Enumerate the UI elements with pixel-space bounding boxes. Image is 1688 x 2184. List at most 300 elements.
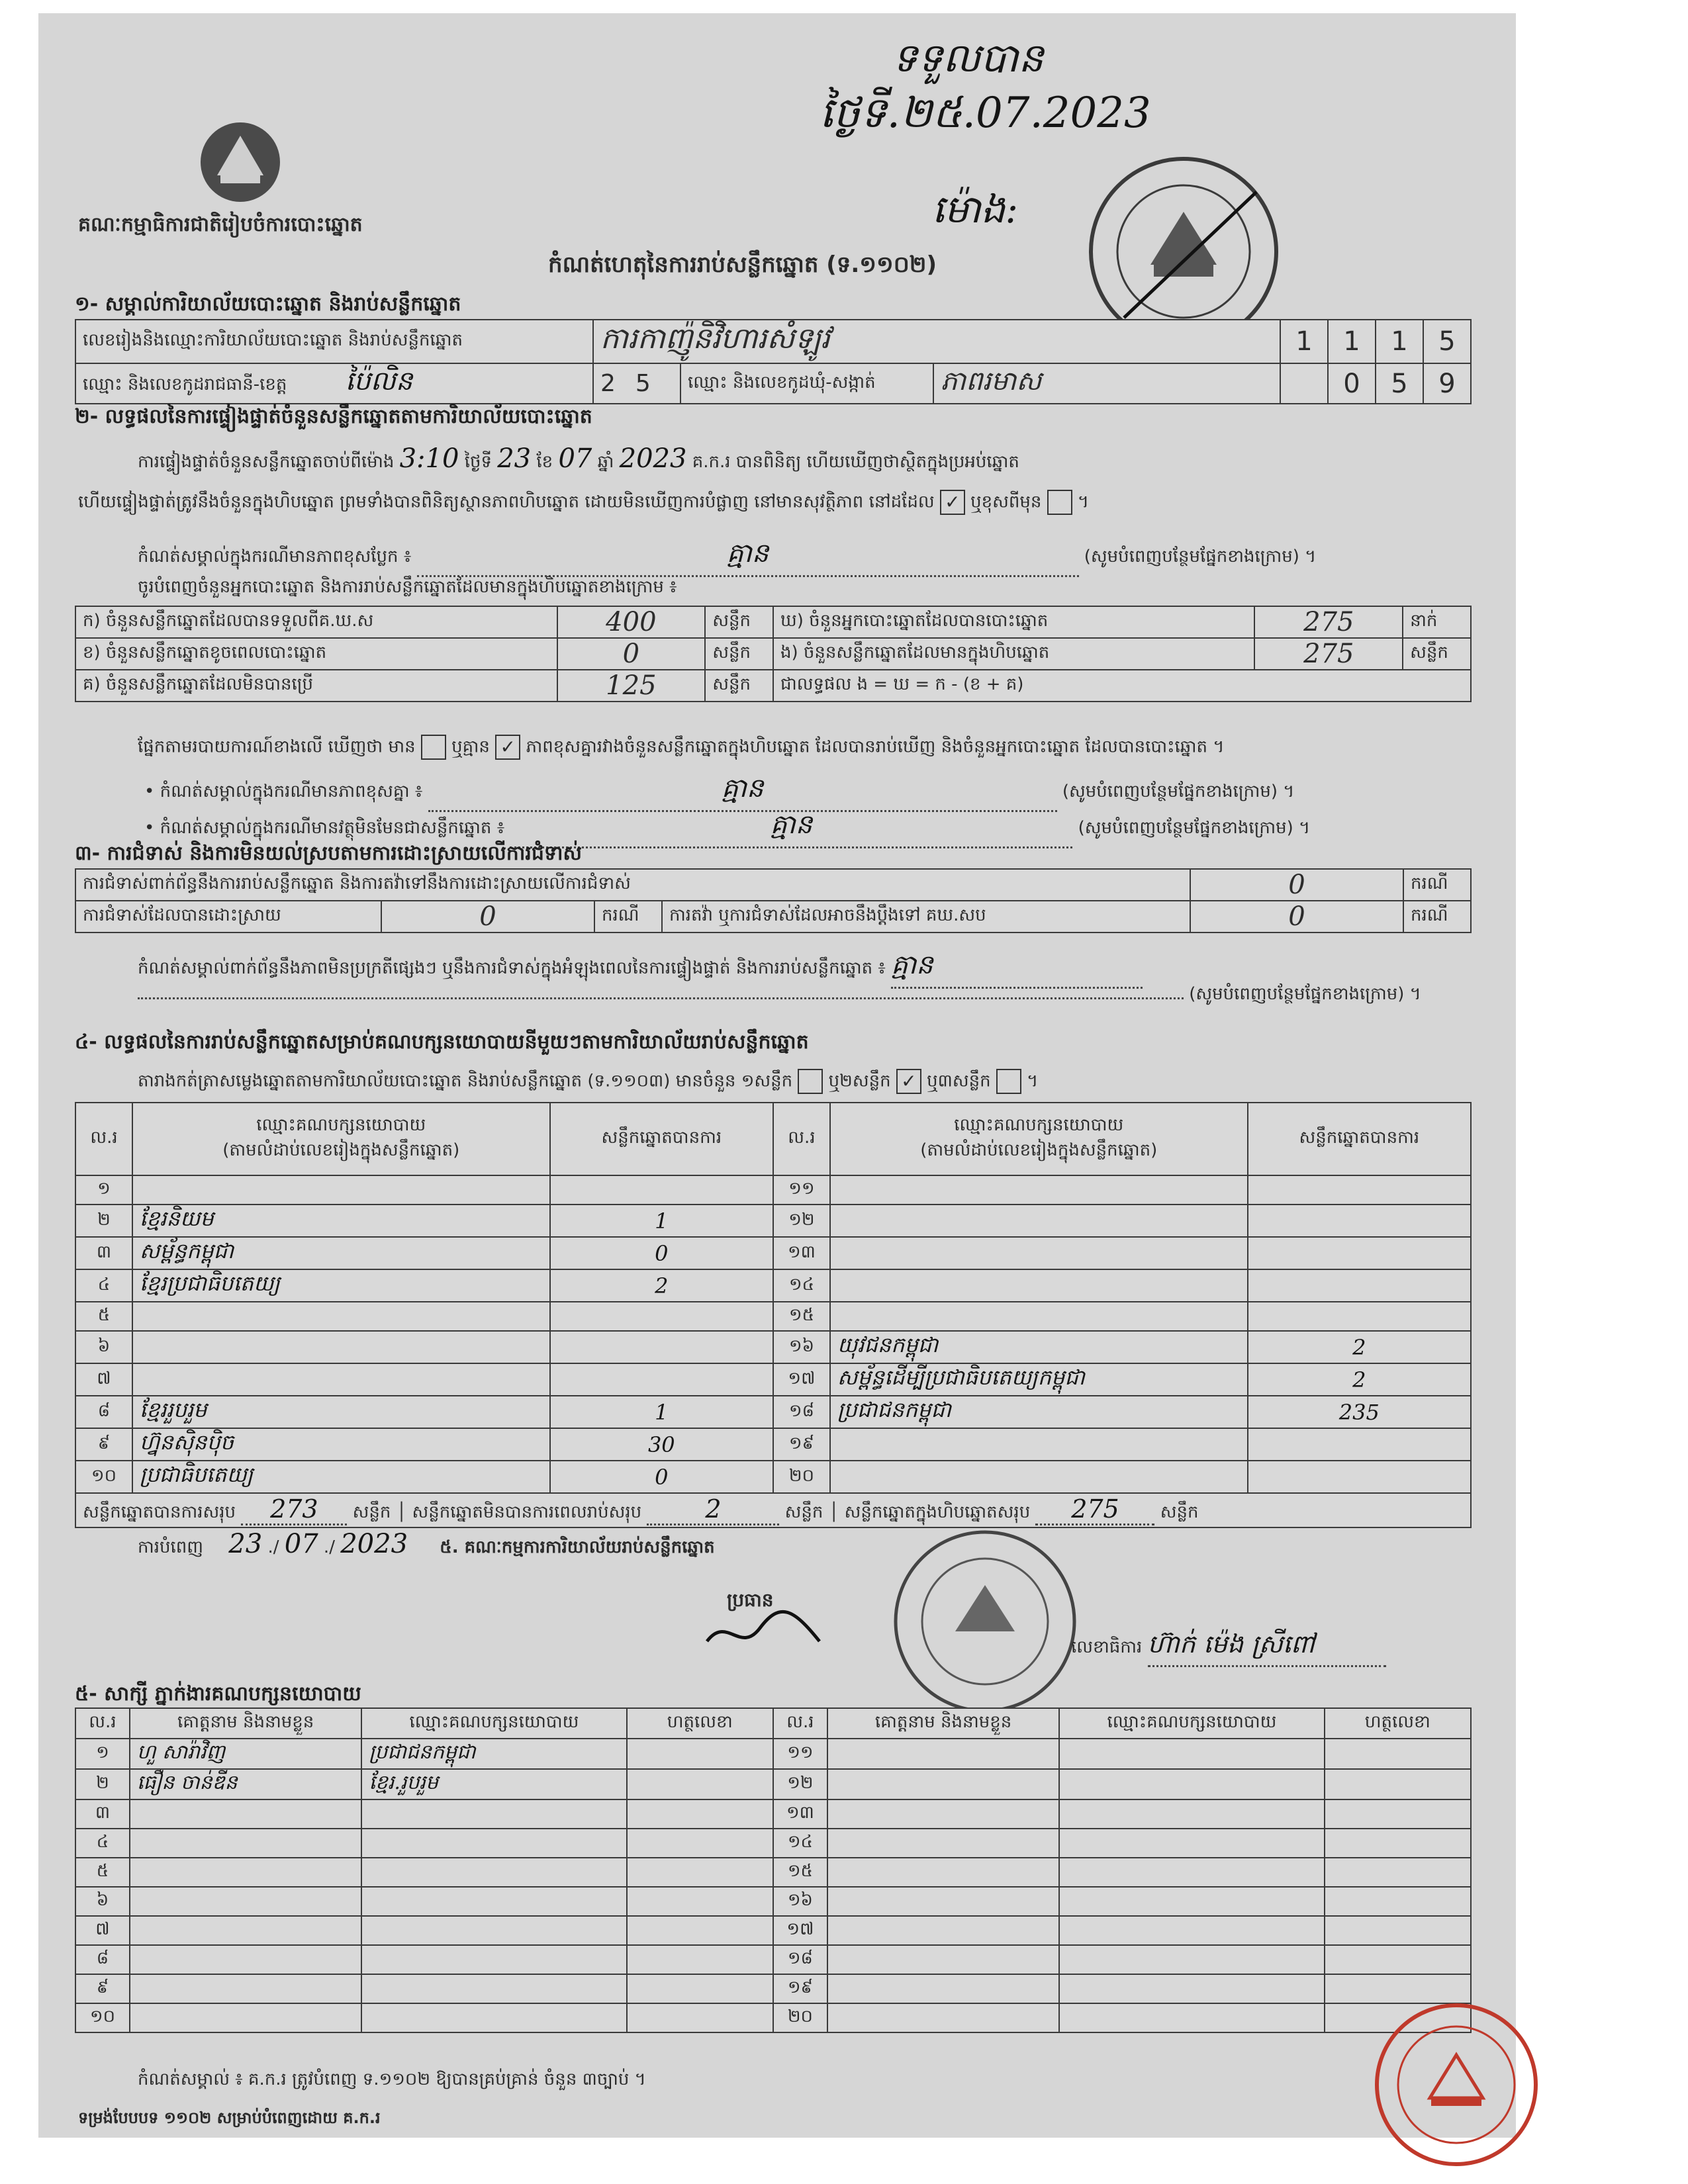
- verify-month: 07: [558, 443, 592, 474]
- witness-no-left: ១: [75, 1739, 130, 1769]
- witness-no-left: ៧: [75, 1916, 130, 1945]
- party-name-right: សម្ព័ន្ធដើម្បីប្រជាធិបតេយ្យកម្ពុជា: [830, 1363, 1248, 1396]
- box-status-diff: ឬខុសពីមុន: [970, 492, 1042, 512]
- witness-name-right: [827, 1974, 1059, 2003]
- witness-no-right: ១៦: [773, 1887, 827, 1916]
- party-votes-right: [1248, 1461, 1471, 1493]
- party-no-left: ៤: [75, 1269, 132, 1302]
- section2-note-value: គ្មាន: [417, 536, 1079, 577]
- col-votes-right: សន្លឹកឆ្នោតបានការ: [1248, 1103, 1471, 1175]
- non-ballot-note-suffix: (សូមបំពេញបន្ថែមផ្នែកខាងក្រោម) ។: [1078, 818, 1311, 838]
- section3-note-label: កំណត់សម្គាល់ពាក់ព័ន្ធនឹងភាពមិនប្រក្រតីផ្សេងៗ ឬនឹងការជំទាស់ក្នុងអំឡុងពេលនៃការផ្ទៀងផ្ទាត់ និងការរាប់សន្លឹកឆ្នោត ៖: [138, 958, 886, 978]
- verify-year-label: ឆ្នាំ: [597, 452, 614, 472]
- witness-row: [75, 1829, 1471, 1858]
- verify-year: 2023: [619, 443, 687, 474]
- witness-sig-right: [1325, 1887, 1471, 1916]
- secretary-label: លេខាធិការ: [1071, 1637, 1143, 1657]
- party-name-right: [830, 1237, 1248, 1269]
- witness-no-right: ១២: [773, 1769, 827, 1799]
- party-name-right: [830, 1175, 1248, 1205]
- sheets-3-label: ឬ៣សន្លឹក: [927, 1071, 991, 1091]
- witness-name-right: [827, 1769, 1059, 1799]
- party-row: [75, 1363, 1471, 1396]
- witness-name-right: [827, 1916, 1059, 1945]
- witness-party-left: [361, 1916, 626, 1945]
- witness-sig-right: [1325, 1739, 1471, 1769]
- scanned-form-page: [38, 13, 1516, 2138]
- party-no-right: ១១: [773, 1175, 830, 1205]
- w-col-no-left: ល.រ: [75, 1708, 130, 1739]
- party-name-right: [830, 1461, 1248, 1493]
- section1-heading: ១- សម្គាល់ការិយាល័យបោះឆ្នោត និងរាប់សន្លឹកឆ្នោត: [75, 293, 461, 316]
- party-name-right: ប្រជាជនកម្ពុជា: [830, 1396, 1248, 1428]
- witness-name-right: [827, 1829, 1059, 1858]
- party-name-left: ខ្មែរនិយម: [132, 1205, 550, 1237]
- section5-heading: ៥- សាក្សី ភ្នាក់ងារគណបក្សនយោបាយ: [75, 1682, 361, 1706]
- party-results-table: [75, 1102, 1472, 1528]
- station-label: លេខរៀងនិងឈ្មោះការិយាល័យបោះឆ្នោត និងរាប់សន្លឹកឆ្នោត: [75, 320, 593, 363]
- witness-name-left: [130, 2003, 361, 2032]
- secretary-line: [1071, 1628, 1386, 1667]
- party-row: [75, 1269, 1471, 1302]
- compare-line: [138, 735, 1224, 761]
- compare-text: ផ្នែកតាមរបាយការណ៍ខាងលើ ឃើញថា មាន: [138, 737, 416, 757]
- party-no-right: ១៨: [773, 1396, 830, 1428]
- receipt-time: ម៉ោង:: [932, 187, 1018, 232]
- commune-label: ឈ្មោះ និងលេខកូដឃុំ-សង្កាត់: [680, 363, 933, 404]
- compare-yes-checkbox[interactable]: [421, 735, 446, 760]
- witness-no-left: ៩: [75, 1974, 130, 2003]
- witness-table: [75, 1707, 1472, 2033]
- station-code-2: 1: [1328, 320, 1376, 363]
- section2-intro2: ចូរបំពេញចំនួនអ្នកបោះឆ្នោត និងការរាប់សន្លឹកឆ្នោតដែលមានក្នុងហិបឆ្នោតខាងក្រោម ៖: [138, 577, 677, 597]
- witness-party-right: [1059, 1916, 1324, 1945]
- witness-party-right: [1059, 1799, 1324, 1829]
- party-no-left: ៣: [75, 1237, 132, 1269]
- complaint-2-unit: ករណី: [594, 901, 662, 933]
- witness-name-left: [130, 1974, 361, 2003]
- province-code-2: 5: [635, 370, 671, 397]
- party-votes-left: 0: [550, 1461, 773, 1493]
- count-e-unit: សន្លឹក: [1403, 638, 1471, 670]
- party-votes-right: [1248, 1175, 1471, 1205]
- col-party-right: [830, 1103, 1248, 1175]
- party-name-left: ប្រជាធិបតេយ្យ: [132, 1461, 550, 1493]
- party-votes-left: 1: [550, 1396, 773, 1428]
- sheets-2-checkbox[interactable]: ✓: [896, 1069, 921, 1094]
- witness-name-right: [827, 1887, 1059, 1916]
- station-code-4: 5: [1423, 320, 1471, 363]
- count-a-label: ក) ចំនួនសន្លឹកឆ្នោតដែលបានទទួលពីគ.ឃ.ស: [75, 606, 557, 638]
- party-name-left: ហ្វ៊ុនស៊ិនប៉ិច: [132, 1428, 550, 1461]
- witness-no-right: ១១: [773, 1739, 827, 1769]
- verify-day: 23: [497, 443, 532, 474]
- witness-sig-left: [627, 1799, 773, 1829]
- party-votes-right: [1248, 1269, 1471, 1302]
- col-no-left: ល.រ: [75, 1103, 132, 1175]
- total-invalid-unit: សន្លឹក: [784, 1502, 823, 1522]
- commune-name: ភាពរមាស: [933, 363, 1280, 404]
- witness-name-right: [827, 1739, 1059, 1769]
- witness-party-left: [361, 1945, 626, 1974]
- form-title: កំណត់ហេតុនៃការរាប់សន្លឹកឆ្នោត (ទ.១១០២): [548, 251, 937, 278]
- sheets-1-checkbox[interactable]: [798, 1069, 823, 1094]
- witness-party-right: [1059, 1769, 1324, 1799]
- province-code-1: 2: [600, 370, 635, 397]
- party-votes-left: [550, 1331, 773, 1363]
- commune-code-3: 9: [1423, 363, 1471, 404]
- witness-party-right: [1059, 1887, 1324, 1916]
- party-no-right: ១៧: [773, 1363, 830, 1396]
- col-party-right-sub: (តាមលំដាប់លេខរៀងក្នុងសន្លឹកឆ្នោត): [920, 1140, 1158, 1160]
- section3-heading: ៣- ការជំទាស់ និងការមិនយល់ស្របតាមការដោះស្រាយលើការជំទាស់: [75, 842, 583, 865]
- footnote: កំណត់សម្គាល់ ៖ គ.ក.រ ត្រូវបំពេញ ទ.១១០២ ឱ្យបានគ្រប់គ្រាន់ ចំនួន ៣ច្បាប់ ។: [138, 2070, 646, 2089]
- station-name: ការកាញ៉ូនិវិហារសំឡូវ: [593, 320, 1280, 363]
- witness-no-right: ១៣: [773, 1799, 827, 1829]
- verify-day-label: ថ្ងៃទី: [464, 452, 492, 472]
- complaint-3-value: 0: [1190, 901, 1403, 933]
- witness-no-right: ១៥: [773, 1858, 827, 1887]
- col-no-right: ល.រ: [773, 1103, 830, 1175]
- party-row: [75, 1461, 1471, 1493]
- party-no-right: ១២: [773, 1205, 830, 1237]
- witness-no-right: ២០: [773, 2003, 827, 2032]
- witness-party-right: [1059, 1945, 1324, 1974]
- party-votes-left: 1: [550, 1205, 773, 1237]
- col-party-left: [132, 1103, 550, 1175]
- party-rows: [75, 1175, 1471, 1493]
- col-votes-left: សន្លឹកឆ្នោតបានការ: [550, 1103, 773, 1175]
- party-name-left: ខ្មែររួបរួម: [132, 1396, 550, 1428]
- party-votes-left: 30: [550, 1428, 773, 1461]
- completion-year: 2023: [340, 1529, 408, 1559]
- count-d-label: ឃ) ចំនួនអ្នកបោះឆ្នោតដែលបានបោះឆ្នោត: [773, 606, 1255, 638]
- count-c-unit: សន្លឹក: [705, 670, 773, 702]
- witness-party-left: [361, 1858, 626, 1887]
- complaint-3-unit: ករណី: [1403, 901, 1471, 933]
- section2-note-line: [138, 536, 1316, 577]
- verify-suffix: គ.ក.រ បានពិនិត្យ ហើយឃើញថាស្ថិតក្នុងប្រអប់ឆ្នោត: [692, 452, 1019, 472]
- witness-party-right: [1059, 1858, 1324, 1887]
- witness-name-left: [130, 1916, 361, 1945]
- witness-party-right: [1059, 2003, 1324, 2032]
- completion-day: 23: [228, 1529, 263, 1559]
- party-name-right: យុវជនកម្ពុជា: [830, 1331, 1248, 1363]
- witness-party-left: [361, 1887, 626, 1916]
- witness-sig-left: [627, 1974, 773, 2003]
- witness-no-left: ៦: [75, 1887, 130, 1916]
- totals-row: សន្លឹកឆ្នោតបានការសរុប 273 សន្លឹក │ សន្លឹកឆ្នោតមិនបានការពេលរាប់សរុប 2 សន្លឹក │ សន្លឹកឆ្នោតក្នុងហិបឆ្នោតសរុប 275 សន្លឹក: [75, 1493, 1471, 1527]
- chair-signature-icon: [700, 1602, 833, 1668]
- party-row: [75, 1237, 1471, 1269]
- party-no-left: ១០: [75, 1461, 132, 1493]
- witness-row: [75, 2003, 1471, 2032]
- witness-no-right: ១៤: [773, 1829, 827, 1858]
- complaint-2-value: 0: [381, 901, 594, 933]
- witness-name-right: [827, 1858, 1059, 1887]
- witness-row: [75, 1974, 1471, 2003]
- complaints-table: [75, 868, 1472, 933]
- secretary-name: ហ៊ាក់ ម៉េង ស្រីពៅ: [1148, 1628, 1386, 1667]
- non-ballot-note-label: • កំណត់សម្គាល់ក្នុងករណីមានវត្ថុមិនមែនជាសន្លឹកឆ្នោត ៖: [144, 818, 505, 838]
- province-code: [593, 363, 680, 404]
- witness-sig-left: [627, 1769, 773, 1799]
- party-votes-right: 2: [1248, 1331, 1471, 1363]
- total-box-value: 275: [1035, 1494, 1154, 1525]
- witness-row: [75, 1887, 1471, 1916]
- party-name-left: សម្ព័ន្ធកម្ពុជា: [132, 1237, 550, 1269]
- w-col-party-right: ឈ្មោះគណបក្សនយោបាយ: [1059, 1708, 1324, 1739]
- party-votes-right: [1248, 1428, 1471, 1461]
- witness-no-left: ៣: [75, 1799, 130, 1829]
- box-status-same-checkbox[interactable]: ✓: [940, 490, 965, 515]
- count-formula: ជាលទ្ធផល ង = ឃ = ក - (ខ + គ): [773, 670, 1471, 702]
- witness-party-right: [1059, 1974, 1324, 2003]
- complaint-1-label: ការជំទាស់ពាក់ព័ន្ធនឹងការរាប់សន្លឹកឆ្នោត និងការតវ៉ាទៅនឹងការដោះស្រាយលើការជំទាស់: [75, 869, 1190, 901]
- committee-title: ៥. គណៈកម្មការការិយាល័យរាប់សន្លឹកឆ្នោត: [440, 1537, 715, 1557]
- witness-row: [75, 1858, 1471, 1887]
- witness-sig-right: [1325, 1769, 1471, 1799]
- col-party-left-sub: (តាមលំដាប់លេខរៀងក្នុងសន្លឹកឆ្នោត): [222, 1140, 460, 1160]
- col-party-left-title: ឈ្មោះគណបក្សនយោបាយ: [256, 1115, 426, 1135]
- count-e-label: ង) ចំនួនសន្លឹកឆ្នោតដែលមានក្នុងហិបឆ្នោត: [773, 638, 1255, 670]
- party-votes-right: [1248, 1302, 1471, 1331]
- section4-intro: តារាងកត់ត្រាសម្លេងឆ្នោតតាមការិយាល័យបោះឆ្នោត និងរាប់សន្លឹកឆ្នោត (ទ.១១០៣) មានចំនួន ១សន្លឹក: [138, 1071, 793, 1091]
- form-footer: ទម្រង់បែបបទ ១១០២ សម្រាប់បំពេញដោយ គ.ក.រ: [78, 2109, 381, 2127]
- w-col-sig-left: ហត្ថលេខា: [627, 1708, 773, 1739]
- count-c-label: គ) ចំនួនសន្លឹកឆ្នោតដែលមិនបានប្រើ: [75, 670, 557, 702]
- party-votes-left: [550, 1175, 773, 1205]
- party-name-right: [830, 1428, 1248, 1461]
- party-votes-left: [550, 1302, 773, 1331]
- witness-party-right: [1059, 1739, 1324, 1769]
- party-votes-left: 2: [550, 1269, 773, 1302]
- witness-sig-right: [1325, 1829, 1471, 1858]
- w-col-name-right: គោត្តនាម និងនាមខ្លួន: [827, 1708, 1059, 1739]
- party-row: [75, 1175, 1471, 1205]
- verify-time: 3:10: [399, 443, 459, 474]
- party-votes-left: 0: [550, 1237, 773, 1269]
- witness-no-left: ៤: [75, 1829, 130, 1858]
- chair-label: ប្រធាន: [727, 1589, 774, 1611]
- section4-intro-line: តារាងកត់ត្រាសម្លេងឆ្នោតតាមការិយាល័យបោះឆ្នោត និងរាប់សន្លឹកឆ្នោត (ទ.១១០៣) មានចំនួន ១សន្លឹក ឬ២សន្លឹក ✓ ឬ៣សន្លឹក ។: [138, 1069, 1038, 1095]
- station-code-3: 1: [1376, 320, 1423, 363]
- difference-note-label: • កំណត់សម្គាល់ក្នុងករណីមានភាពខុសគ្នា ៖: [144, 782, 423, 801]
- sheets-2-label: ឬ២សន្លឹក: [828, 1071, 891, 1091]
- witness-sig-right: [1325, 1916, 1471, 1945]
- difference-note-line: [144, 771, 1294, 812]
- party-votes-right: [1248, 1205, 1471, 1237]
- w-col-sig-right: ហត្ថលេខា: [1325, 1708, 1471, 1739]
- witness-no-right: ១៧: [773, 1916, 827, 1945]
- non-ballot-note-value: គ្មាន: [510, 807, 1072, 848]
- party-no-right: ២០: [773, 1461, 830, 1493]
- witness-sig-right: [1325, 1799, 1471, 1829]
- station-info-table: [75, 319, 1472, 404]
- witness-name-right: [827, 1945, 1059, 1974]
- compare-no-text: ឬគ្មាន: [451, 737, 490, 757]
- witness-no-left: ៨: [75, 1945, 130, 1974]
- count-e-value: 275: [1254, 638, 1403, 670]
- witness-no-right: ១៨: [773, 1945, 827, 1974]
- count-a-unit: សន្លឹក: [705, 606, 773, 638]
- sheets-3-checkbox[interactable]: [996, 1069, 1021, 1094]
- party-no-left: ២: [75, 1205, 132, 1237]
- party-no-right: ១៤: [773, 1269, 830, 1302]
- section2-note-label: កំណត់សម្គាល់ក្នុងករណីមានភាពខុសប្លែក ៖: [138, 547, 412, 567]
- completion-month: 07: [284, 1529, 318, 1559]
- witness-party-left: [361, 2003, 626, 2032]
- witness-sig-right: [1325, 1945, 1471, 1974]
- party-name-right: [830, 1269, 1248, 1302]
- section3-note-suffix: (សូមបំពេញបន្ថែមផ្នែកខាងក្រោម) ។: [1189, 984, 1421, 1004]
- total-box-label: សន្លឹកឆ្នោតក្នុងហិបឆ្នោតសរុប: [844, 1502, 1031, 1522]
- count-b-unit: សន្លឹក: [705, 638, 773, 670]
- official-stamp-bottom: [886, 1522, 1084, 1721]
- red-stamp: [1370, 1999, 1542, 2171]
- difference-note-suffix: (សូមបំពេញបន្ថែមផ្នែកខាងក្រោម) ។: [1062, 782, 1295, 801]
- party-no-left: ៩: [75, 1428, 132, 1461]
- w-col-party-left: ឈ្មោះគណបក្សនយោបាយ: [361, 1708, 626, 1739]
- witness-name-left: [130, 1799, 361, 1829]
- col-party-right-title: ឈ្មោះគណបក្សនយោបាយ: [954, 1115, 1124, 1135]
- party-no-left: ១: [75, 1175, 132, 1205]
- witness-sig-left: [627, 1887, 773, 1916]
- witness-sig-left: [627, 1739, 773, 1769]
- completion-date-label: ការបំពេញ: [138, 1537, 204, 1557]
- compare-no-checkbox[interactable]: ✓: [495, 735, 520, 760]
- witness-name-left: ធឿន ចាន់ឌីន: [130, 1769, 361, 1799]
- total-valid-unit: សន្លឹក: [352, 1502, 391, 1522]
- party-votes-right: 2: [1248, 1363, 1471, 1396]
- nec-emblem-icon: [191, 113, 290, 212]
- witness-name-left: ហួ សារ៉ាវិញ: [130, 1739, 361, 1769]
- section2-note-suffix: (សូមបំពេញបន្ថែមផ្នែកខាងក្រោម) ។: [1084, 547, 1317, 567]
- witness-rows: [75, 1739, 1471, 2032]
- w-col-name-left: គោត្តនាម និងនាមខ្លួន: [130, 1708, 361, 1739]
- party-name-left: [132, 1175, 550, 1205]
- witness-row: [75, 1945, 1471, 1974]
- party-votes-right: [1248, 1237, 1471, 1269]
- witness-name-right: [827, 2003, 1059, 2032]
- witness-name-left: [130, 1945, 361, 1974]
- witness-name-left: [130, 1829, 361, 1858]
- section2-box-line: ហើយផ្ទៀងផ្ទាត់ត្រូវនឹងចំនួនក្នុងហិបឆ្នោត ព្រមទាំងបានពិនិត្យស្ថានភាពហិបឆ្នោត ដោយមិនឃើញការបំផ្លាញ នៅមានសុវត្ថិភាព នៅដដែល ✓ ឬខុសពីមុន ។: [78, 490, 1089, 516]
- party-row: [75, 1396, 1471, 1428]
- party-no-left: ៥: [75, 1302, 132, 1331]
- complaint-2-label: ការជំទាស់ដែលបានដោះស្រាយ: [75, 901, 381, 933]
- count-a-value: 400: [557, 606, 706, 638]
- witness-sig-left: [627, 1829, 773, 1858]
- witness-name-right: [827, 1799, 1059, 1829]
- witness-name-left: [130, 1858, 361, 1887]
- count-d-value: 275: [1254, 606, 1403, 638]
- party-row: [75, 1205, 1471, 1237]
- difference-note-value: គ្មាន: [428, 771, 1057, 812]
- box-status-diff-checkbox[interactable]: [1047, 490, 1072, 515]
- party-name-right: [830, 1302, 1248, 1331]
- witness-no-left: ១០: [75, 2003, 130, 2032]
- total-box-unit: សន្លឹក: [1160, 1502, 1199, 1522]
- witness-row: [75, 1769, 1471, 1799]
- complaint-1-value: 0: [1190, 869, 1403, 901]
- verify-prefix: ការផ្ទៀងផ្ទាត់ចំនួនសន្លឹកឆ្នោតចាប់ពីម៉ោង: [138, 452, 395, 472]
- witness-no-right: ១៩: [773, 1974, 827, 2003]
- witness-row: [75, 1916, 1471, 1945]
- compare-tail: ភាពខុសគ្នារវាងចំនួនសន្លឹកឆ្នោតក្នុងហិបឆ្នោត ដែលបានរាប់ឃើញ និងចំនួនអ្នកបោះឆ្នោត ដែលបានបោះឆ្នោត ។: [526, 737, 1225, 757]
- party-row: [75, 1428, 1471, 1461]
- party-row: [75, 1302, 1471, 1331]
- witness-party-left: ខ្មែរ.រួបរួម: [361, 1769, 626, 1799]
- receipt-date: ថ្ងៃទី.២៥.07.2023: [820, 89, 1151, 138]
- box-status-same: នៅដដែល: [868, 492, 935, 512]
- party-no-left: ៨: [75, 1396, 132, 1428]
- party-no-left: ៦: [75, 1331, 132, 1363]
- witness-sig-left: [627, 2003, 773, 2032]
- count-c-value: 125: [557, 670, 706, 702]
- party-no-right: ១៦: [773, 1331, 830, 1363]
- section4-heading: ៤- លទ្ធផលនៃការរាប់សន្លឹកឆ្នោតសម្រាប់គណបក្សនយោបាយនីមួយៗតាមការិយាល័យរាប់សន្លឹកឆ្នោត: [75, 1030, 809, 1054]
- witness-row: [75, 1799, 1471, 1829]
- count-d-unit: នាក់: [1403, 606, 1471, 638]
- commune-code-2: 5: [1376, 363, 1423, 404]
- witness-party-left: [361, 1829, 626, 1858]
- count-b-value: 0: [557, 638, 706, 670]
- section3-note-value: គ្មាន: [891, 948, 1143, 989]
- total-valid-value: 273: [241, 1494, 347, 1525]
- total-invalid-label: សន្លឹកឆ្នោតមិនបានការពេលរាប់សរុប: [412, 1502, 642, 1522]
- org-name: គណៈកម្មាធិការជាតិរៀបចំការបោះឆ្នោត: [78, 213, 363, 236]
- party-name-left: [132, 1363, 550, 1396]
- party-no-left: ៧: [75, 1363, 132, 1396]
- witness-party-left: [361, 1799, 626, 1829]
- party-votes-left: [550, 1363, 773, 1396]
- party-votes-right: 235: [1248, 1396, 1471, 1428]
- witness-sig-right: [1325, 1858, 1471, 1887]
- province-name: ប៉ៃលិន: [345, 366, 413, 396]
- party-name-left: [132, 1331, 550, 1363]
- party-no-right: ១៥: [773, 1302, 830, 1331]
- party-name-right: [830, 1205, 1248, 1237]
- province-label: [75, 363, 593, 404]
- witness-name-left: [130, 1887, 361, 1916]
- commune-code-1: 0: [1328, 363, 1376, 404]
- witness-sig-left: [627, 1916, 773, 1945]
- party-no-right: ១៩: [773, 1428, 830, 1461]
- verify-month-label: ខែ: [536, 452, 553, 472]
- witness-sig-left: [627, 1945, 773, 1974]
- section3-note-continued: [138, 983, 1421, 1008]
- province-label-text: ឈ្មោះ និងលេខកូដរាជធានី-ខេត្ត: [83, 375, 287, 394]
- complaint-3-label: ការតវ៉ា ឬការជំទាស់ដែលអាចនឹងប្ដឹងទៅ គឃ.សប: [662, 901, 1190, 933]
- witness-party-right: [1059, 1829, 1324, 1858]
- complaint-1-unit: ករណី: [1403, 869, 1471, 901]
- witness-no-left: ២: [75, 1769, 130, 1799]
- party-row: [75, 1331, 1471, 1363]
- witness-party-left: ប្រជាជនកម្ពុជា: [361, 1739, 626, 1769]
- section3-note-dotted: [138, 997, 1184, 999]
- total-valid-label: សន្លឹកឆ្នោតបានការសរុប: [83, 1502, 236, 1522]
- party-name-left: ខ្មែរប្រជាធិបតេយ្យ: [132, 1269, 550, 1302]
- witness-sig-left: [627, 1858, 773, 1887]
- party-name-left: [132, 1302, 550, 1331]
- section2-heading: ២- លទ្ធផលនៃការផ្ទៀងផ្ទាត់ចំនួនសន្លឹកឆ្នោតតាមការិយាល័យបោះឆ្នោត: [75, 405, 592, 428]
- witness-row: [75, 1739, 1471, 1769]
- witness-no-left: ៥: [75, 1858, 130, 1887]
- station-code-1: 1: [1280, 320, 1328, 363]
- w-col-no-right: ល.រ: [773, 1708, 827, 1739]
- section2-verify-line: [138, 443, 1019, 476]
